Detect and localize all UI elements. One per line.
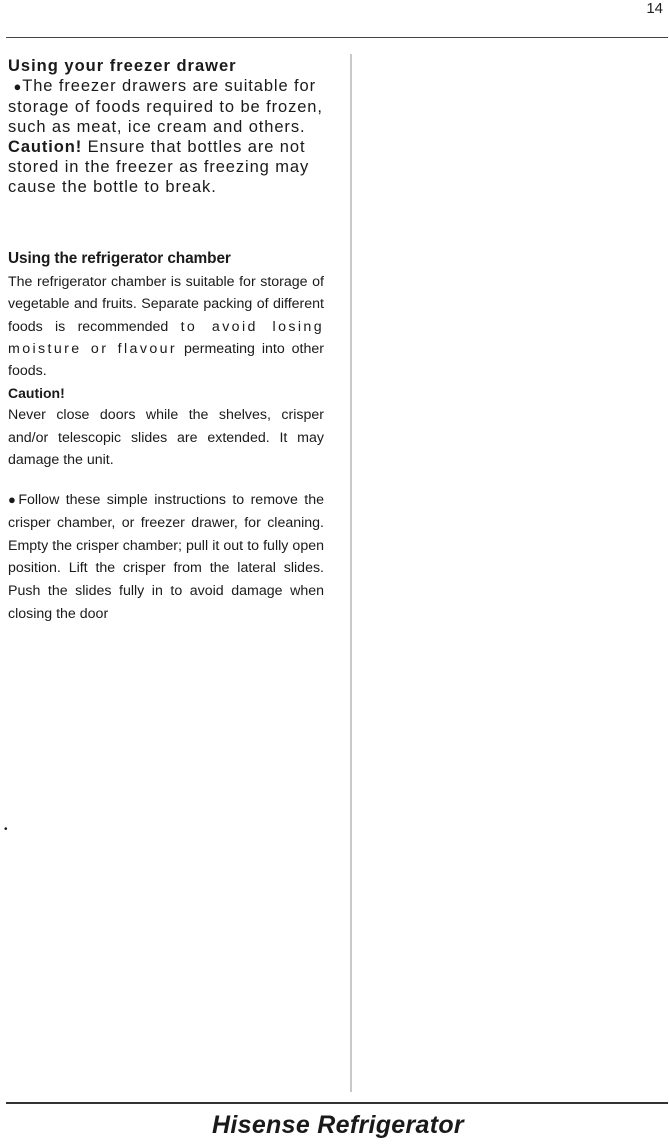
- stray-bullet-icon: •: [4, 824, 8, 835]
- fridge-body-spaced: to avoid losing moisture or flavour: [8, 318, 324, 357]
- crisper-instructions-section: [8, 489, 324, 626]
- refrigerator-chamber-section: [8, 248, 324, 471]
- fridge-caution-label: Caution!: [8, 385, 65, 402]
- freezer-section-title: Using your freezer drawer: [8, 57, 237, 75]
- fridge-body: [8, 271, 324, 382]
- footer-brand: Hisense Refrigerator: [212, 1111, 464, 1139]
- freezer-caution-text: Ensure that bottles are not stored in the freezer as freezing may cause the bottle to break.: [8, 138, 310, 196]
- fridge-body-part1: The refrigerator chamber is suitable for storage of vegetable and fruits. Separate packing of different foods is recommended: [8, 274, 324, 335]
- fridge-body-part2: permeating into other foods.: [8, 340, 324, 380]
- freezer-drawer-section: [8, 56, 324, 197]
- bullet-icon: ●: [8, 492, 19, 507]
- column-divider: [350, 54, 352, 1092]
- crisper-body-text: Follow these simple instructions to remove the crisper chamber, or freezer drawer, for cleaning. Empty the crisper chamber; pull it out to fully open position. Lift the crisper from the lateral slides. Push the slides fully in to avoid damage when closing the door: [8, 492, 324, 622]
- crisper-body: [8, 489, 324, 626]
- header-divider: [6, 37, 668, 38]
- fridge-caution-text: Never close doors while the shelves, crisper and/or telescopic slides are extended. It may damage the unit.: [8, 407, 324, 468]
- bullet-icon: ●: [13, 79, 23, 94]
- fridge-section-title: Using the refrigerator chamber: [8, 250, 231, 267]
- page-number: 14: [646, 0, 663, 17]
- footer-divider: [6, 1102, 668, 1104]
- freezer-body: [8, 76, 324, 137]
- freezer-caution-label: Caution!: [8, 138, 83, 156]
- freezer-caution: [8, 137, 324, 197]
- freezer-body-text: The freezer drawers are suitable for storage of foods required to be frozen, such as meat, ice cream and others.: [8, 77, 323, 136]
